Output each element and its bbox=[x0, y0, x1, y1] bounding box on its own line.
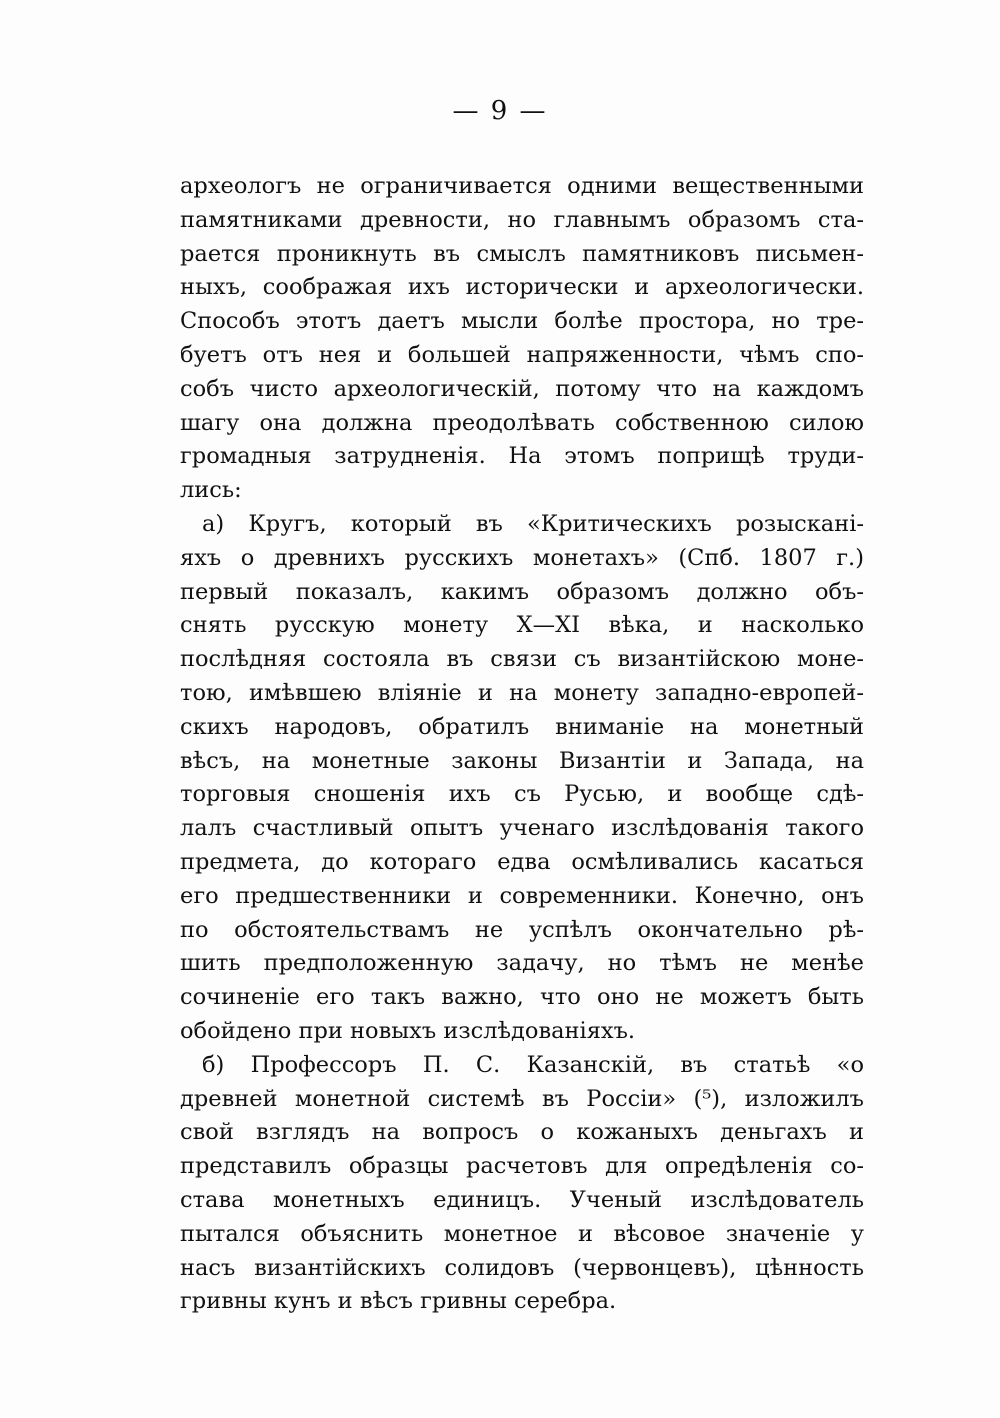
text-line: свой взглядъ на вопросъ о кожаныхъ деньгахъ и bbox=[180, 1119, 864, 1146]
text-line: собъ чисто археологическій, потому что на каждомъ bbox=[180, 375, 864, 402]
text-line: рается проникнуть въ смыслъ памятниковъ письмен- bbox=[180, 240, 864, 267]
text-line: тою, имѣвшею вліяніе и на монету западно-европей- bbox=[180, 679, 864, 706]
body-text bbox=[180, 170, 864, 1319]
text-line: пытался объяснить монетное и вѣсовое значеніе у bbox=[180, 1220, 864, 1247]
text-line: гривны кунъ и вѣсъ гривны серебра. bbox=[180, 1288, 617, 1315]
text-line: торговыя сношенія ихъ съ Русью, и вообще сдѣ- bbox=[180, 781, 864, 808]
text-line: древней монетной системѣ въ Россіи» (⁵), изложилъ bbox=[180, 1085, 864, 1112]
text-line: археологъ не ограничивается одними вещественными bbox=[180, 173, 864, 199]
text-line: его предшественники и современники. Конечно, онъ bbox=[180, 882, 864, 909]
text-line: обойдено при новыхъ изслѣдованіяхъ. bbox=[180, 1017, 636, 1044]
text-line: снять русскую монету X—XI вѣка, и насколько bbox=[180, 612, 864, 639]
paragraph-3 bbox=[180, 1049, 864, 1319]
text-line: послѣдняя состояла въ связи съ византійскою моне- bbox=[180, 646, 864, 673]
text-line: б) Профессоръ П. С. Казанскій, въ статьѣ «о bbox=[202, 1051, 864, 1078]
text-line: предмета, до котораго едва осмѣливались касаться bbox=[180, 848, 864, 875]
text-line: вѣсъ, на монетные законы Византіи и Запада, на bbox=[180, 747, 864, 774]
text-line: става монетныхъ единицъ. Ученый изслѣдователь bbox=[180, 1186, 864, 1213]
text-line: яхъ о древнихъ русскихъ монетахъ» (Спб. 1807 г.) bbox=[180, 544, 864, 571]
text-line: представилъ образцы расчетовъ для опредѣленія со- bbox=[180, 1153, 864, 1180]
text-line: лалъ счастливый опытъ ученаго изслѣдованія такого bbox=[180, 815, 864, 842]
page-number: — 9 — bbox=[452, 96, 548, 126]
paragraph-1 bbox=[180, 170, 864, 508]
text-line: громадныя затрудненія. На этомъ поприщѣ труди- bbox=[180, 443, 864, 470]
text-line: первый показалъ, какимъ образомъ должно объ- bbox=[180, 578, 864, 605]
text-line: ныхъ, соображая ихъ исторически и археологически. bbox=[180, 274, 864, 301]
text-line: памятниками древности, но главнымъ образомъ ста- bbox=[180, 206, 864, 233]
text-line: сочиненіе его такъ важно, что оно не можетъ быть bbox=[180, 984, 864, 1011]
text-line: а) Кругъ, который въ «Критическихъ розыскані- bbox=[202, 510, 864, 537]
text-line: шить предположенную задачу, но тѣмъ не менѣе bbox=[180, 950, 864, 977]
text-line: шагу она должна преодолѣвать собственною силою bbox=[180, 409, 864, 436]
paragraph-2 bbox=[180, 508, 864, 1049]
text-line: скихъ народовъ, обратилъ вниманіе на монетный bbox=[180, 713, 864, 740]
text-line: по обстоятельствамъ не успѣлъ окончательно рѣ- bbox=[180, 916, 864, 943]
text-line: лись: bbox=[180, 477, 242, 504]
text-line: буетъ отъ нея и большей напряженности, чѣмъ спо- bbox=[180, 341, 864, 368]
text-line: Способъ этотъ даетъ мысли болѣе простора, но тре- bbox=[180, 308, 864, 335]
text-line: насъ византійскихъ солидовъ (червонцевъ), цѣнность bbox=[180, 1254, 864, 1281]
